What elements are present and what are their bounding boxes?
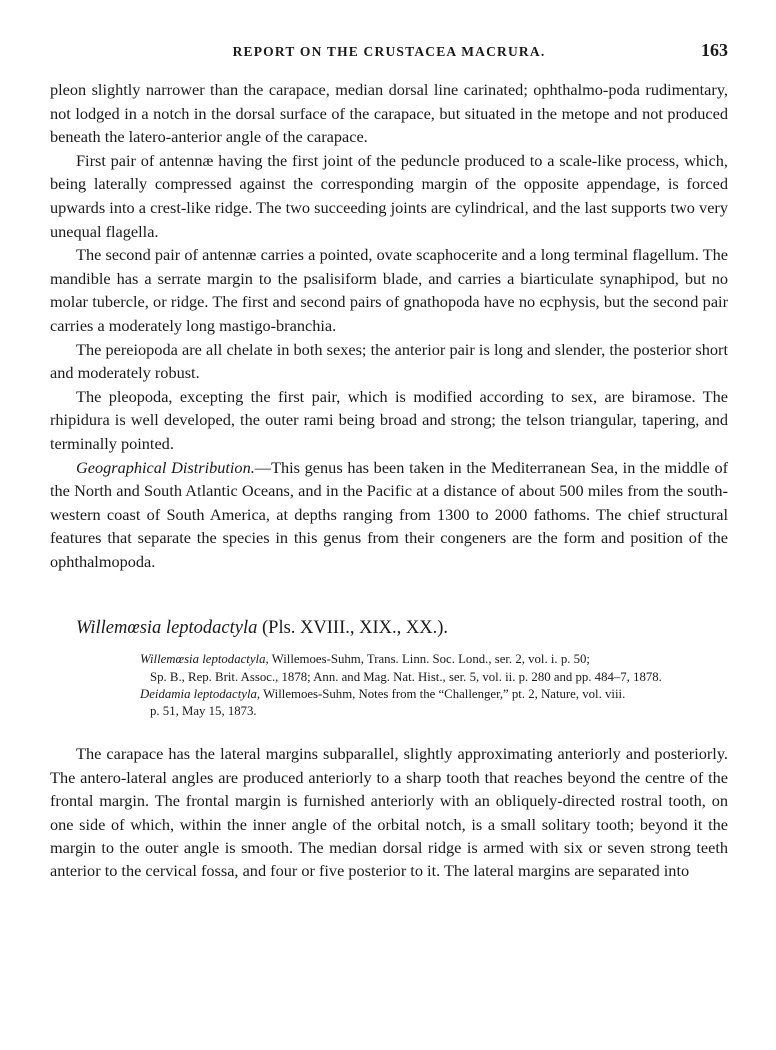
synonymy-entry: [140, 651, 728, 685]
species-description: [50, 742, 728, 882]
paragraph: The pereiopoda are all chelate in both sexes; the anterior pair is long and slender, the posterior short and moderately robust.: [50, 339, 728, 383]
species-plates: (Pls. XVIII., XIX., XX.).: [262, 618, 449, 639]
geographical-distribution-paragraph: [50, 456, 728, 574]
species-heading: [76, 616, 728, 640]
page-number: 163: [701, 40, 728, 60]
geographical-distribution-text: —This genus has been taken in the Mediterranean Sea, in the middle of the North and South Atlantic Oceans, and in the Pacific at a distance of about 500 miles from the south-western coast of South America, at depths ranging from 1300 to 2000 fathoms. The chief structural features that separate the species in this genus from their congeners are the form and position of the ophthalmopoda.: [50, 457, 729, 571]
genus-description: [50, 78, 728, 573]
synonym-citation: Willemoes-Suhm, Trans. Linn. Soc. Lond., ser. 2, vol. i. p. 50;: [268, 652, 590, 667]
species-name: Willemœsia leptodactyla: [76, 618, 258, 639]
synonym-citation-continued: Sp. B., Rep. Brit. Assoc., 1878; Ann. and Mag. Nat. Hist., ser. 5, vol. ii. p. 280 and pp. 484–7, 1878.: [150, 669, 662, 684]
synonymy-entry: [140, 686, 728, 720]
paragraph: The carapace has the lateral margins subparallel, slightly approximating anteriorly and posteriorly. The antero-lateral angles are produced anteriorly to a sharp tooth that reaches beyond the centre of the frontal margin. The frontal margin is furnished anteriorly with an obliquely-directed rostral tooth, on one side of which, within the inner angle of the orbital notch, is a small solitary tooth; beyond it the margin to the outer angle is smooth. The median dorsal ridge is armed with six or seven strong teeth anterior to the cervical fossa, and four or five posterior to it. The lateral margins are separated into: [50, 744, 728, 881]
paragraph: The pleopoda, excepting the first pair, which is modified according to sex, are biramose. The rhipidura is well developed, the outer rami being broad and strong; the telson triangular, tapering, and terminally pointed.: [50, 386, 728, 453]
page-content: [50, 40, 728, 883]
geographical-distribution-heading: Geographical Distribution.: [76, 457, 255, 477]
running-title: REPORT ON THE CRUSTACEA MACRURA.: [232, 44, 546, 59]
synonymy-list: [140, 651, 728, 720]
synonym-name: Deidamia leptodactyla,: [140, 686, 261, 701]
paragraph: pleon slightly narrower than the carapace, median dorsal line carinated; ophthalmo-poda rudimentary, not lodged in a notch in the dorsal surface of the carapace, but situated in the metope and not produced beneath the latero-anterior angle of the carapace.: [50, 80, 728, 147]
synonym-citation: Willemoes-Suhm, Notes from the “Challenger,” pt. 2, Nature, vol. viii.: [260, 686, 626, 701]
synonym-name: Willemœsia leptodactyla,: [140, 652, 269, 667]
paragraph: The second pair of antennæ carries a pointed, ovate scaphocerite and a long terminal flagellum. The mandible has a serrate margin to the psalisiform blade, and carries a biarticulate synaphipod, but no molar tubercle, or ridge. The first and second pairs of gnathopoda have no ecphysis, but the second pair carries a moderately long mastigo-branchia.: [50, 245, 728, 335]
synonym-citation-continued: p. 51, May 15, 1873.: [150, 704, 257, 719]
running-header: [50, 40, 728, 64]
paragraph: First pair of antennæ having the first joint of the peduncle produced to a scale-like process, which, being laterally compressed against the corresponding margin of the opposite appendage, is forced upwards into a crest-like ridge. The two succeeding joints are cylindrical, and the last supports two very unequal flagella.: [50, 150, 728, 241]
